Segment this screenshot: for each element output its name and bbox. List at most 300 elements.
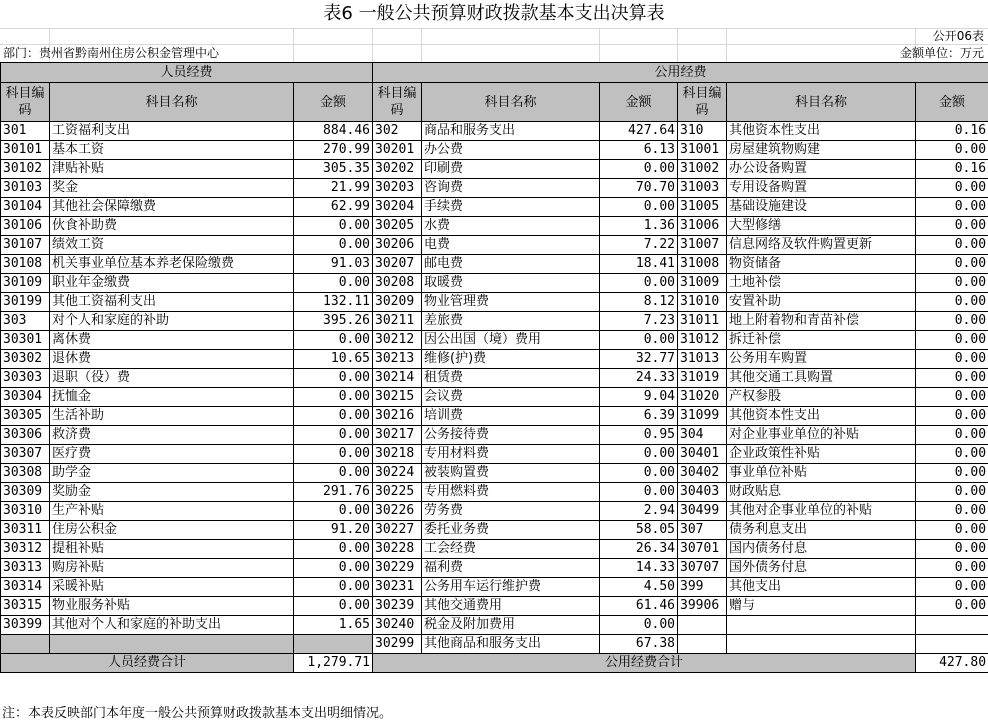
amount-value: 0.00	[916, 179, 988, 198]
report-title: 表6 一般公共预算财政拨款基本支出决算表	[323, 3, 665, 24]
table-row	[1, 426, 988, 445]
col-header-code: 科目编码	[678, 83, 727, 122]
subject-code: 30109	[1, 274, 50, 293]
subject-code: 31006	[678, 217, 727, 236]
subject-code: 302	[373, 122, 422, 141]
subject-name: 其他工资福利支出	[50, 293, 294, 312]
subject-name: 物业管理费	[422, 293, 600, 312]
subject-code: 30399	[1, 616, 50, 635]
amount-value: 67.38	[600, 635, 678, 654]
subject-code: 30401	[678, 445, 727, 464]
amount-value: 0.00	[294, 236, 373, 255]
amount-value: 0.00	[916, 198, 988, 217]
subject-code: 30108	[1, 255, 50, 274]
amount-value: 291.76	[294, 483, 373, 502]
subject-code: 30207	[373, 255, 422, 274]
subject-code: 304	[678, 426, 727, 445]
grid-line	[372, 28, 373, 62]
amount-value: 9.04	[600, 388, 678, 407]
amount-value: 0.00	[916, 483, 988, 502]
form-number: 公开06表	[932, 29, 984, 43]
subject-name: 租赁费	[422, 369, 600, 388]
subject-name: 办公费	[422, 141, 600, 160]
amount-value: 0.95	[600, 426, 678, 445]
subject-code: 30239	[373, 597, 422, 616]
amount-value: 0.16	[916, 160, 988, 179]
amount-value: 0.00	[916, 312, 988, 331]
table-row	[1, 274, 988, 293]
amount-value: 395.26	[294, 312, 373, 331]
amount-value: 0.00	[916, 540, 988, 559]
table-row	[1, 198, 988, 217]
table-row	[1, 521, 988, 540]
subject-code: 30309	[1, 483, 50, 502]
amount-value: 58.05	[600, 521, 678, 540]
subject-name: 公务用车购置	[727, 350, 916, 369]
subject-name: 国外债务付息	[727, 559, 916, 578]
section-header-row	[1, 63, 988, 83]
table-row	[1, 369, 988, 388]
personnel-section-header: 人员经费	[1, 63, 373, 83]
total-row	[1, 654, 988, 673]
table-row	[1, 141, 988, 160]
table-row	[1, 255, 988, 274]
amount-value: 0.00	[916, 350, 988, 369]
subject-code: 30301	[1, 331, 50, 350]
subject-code: 307	[678, 521, 727, 540]
footnote: 注：本表反映部门本年度一般公共预算财政拨款基本支出明细情况。	[2, 706, 393, 721]
amount-value: 305.35	[294, 160, 373, 179]
table-row	[1, 407, 988, 426]
subject-code: 30225	[373, 483, 422, 502]
subject-code: 30201	[373, 141, 422, 160]
subject-name: 物业服务补贴	[50, 597, 294, 616]
column-header-row	[1, 83, 988, 122]
grid-line	[421, 28, 422, 62]
grid-line	[726, 28, 727, 62]
subject-code: 30103	[1, 179, 50, 198]
subject-name: 购房补贴	[50, 559, 294, 578]
subject-code: 31009	[678, 274, 727, 293]
amount-value: 10.65	[294, 350, 373, 369]
subject-name: 其他商品和服务支出	[422, 635, 600, 654]
subject-name: 抚恤金	[50, 388, 294, 407]
public-total-label: 公用经费合计	[373, 654, 916, 673]
subject-code: 31099	[678, 407, 727, 426]
amount-value: 7.23	[600, 312, 678, 331]
amount-value: 427.64	[600, 122, 678, 141]
subject-code: 39906	[678, 597, 727, 616]
subject-name: 印刷费	[422, 160, 600, 179]
subject-name: 税金及附加费用	[422, 616, 600, 635]
subject-name: 救济费	[50, 426, 294, 445]
amount-value: 0.00	[916, 369, 988, 388]
table-row	[1, 293, 988, 312]
subject-code: 30240	[373, 616, 422, 635]
public-section-header: 公用经费	[373, 63, 988, 83]
subject-code: 30403	[678, 483, 727, 502]
amount-value: 0.00	[600, 483, 678, 502]
subject-name: 地上附着物和青苗补偿	[727, 312, 916, 331]
subject-name: 其他交通费用	[422, 597, 600, 616]
subject-code: 399	[678, 578, 727, 597]
subject-name: 大型修缮	[727, 217, 916, 236]
amount-value: 0.00	[600, 160, 678, 179]
table-row	[1, 350, 988, 369]
col-header-code: 科目编码	[373, 83, 422, 122]
subject-name: 咨询费	[422, 179, 600, 198]
subject-code: 31012	[678, 331, 727, 350]
table-row	[1, 616, 988, 635]
grid-line	[599, 28, 600, 62]
amount-value: 884.46	[294, 122, 373, 141]
subject-code: 31003	[678, 179, 727, 198]
amount-value: 0.00	[916, 559, 988, 578]
subject-code: 31011	[678, 312, 727, 331]
col-header-amount: 金额	[916, 83, 988, 122]
col-header-name: 科目名称	[422, 83, 600, 122]
subject-code: 30228	[373, 540, 422, 559]
subject-name: 对个人和家庭的补助	[50, 312, 294, 331]
subject-code: 30218	[373, 445, 422, 464]
table-row	[1, 388, 988, 407]
subject-code: 30208	[373, 274, 422, 293]
subject-code: 30203	[373, 179, 422, 198]
subject-code: 30217	[373, 426, 422, 445]
subject-name: 企业政策性补贴	[727, 445, 916, 464]
empty-cell	[727, 635, 916, 654]
table-row	[1, 578, 988, 597]
subject-code: 310	[678, 122, 727, 141]
subject-name: 奖励金	[50, 483, 294, 502]
table-row	[1, 312, 988, 331]
subject-name: 赠与	[727, 597, 916, 616]
subject-name: 水费	[422, 217, 600, 236]
subject-code: 30102	[1, 160, 50, 179]
amount-value: 26.34	[600, 540, 678, 559]
amount-value: 0.00	[916, 521, 988, 540]
subject-name: 其他支出	[727, 578, 916, 597]
subject-name: 债务利息支出	[727, 521, 916, 540]
amount-value: 6.39	[600, 407, 678, 426]
subject-name: 工资福利支出	[50, 122, 294, 141]
subject-name: 其他社会保障缴费	[50, 198, 294, 217]
amount-value: 0.00	[600, 445, 678, 464]
amount-value: 0.00	[916, 217, 988, 236]
empty-cell	[727, 616, 916, 635]
subject-code: 30215	[373, 388, 422, 407]
personnel-total-amount: 1,279.71	[294, 654, 373, 673]
subject-code: 30315	[1, 597, 50, 616]
subject-name: 专用材料费	[422, 445, 600, 464]
amount-value: 0.00	[294, 388, 373, 407]
subject-code: 30199	[1, 293, 50, 312]
subject-code: 30216	[373, 407, 422, 426]
amount-value: 270.99	[294, 141, 373, 160]
subject-name: 专用燃料费	[422, 483, 600, 502]
subject-code: 30302	[1, 350, 50, 369]
subject-name: 办公设备购置	[727, 160, 916, 179]
subject-code: 30499	[678, 502, 727, 521]
subject-name: 产权参股	[727, 388, 916, 407]
subject-code: 30202	[373, 160, 422, 179]
grid-line	[677, 28, 678, 62]
empty-cell	[678, 616, 727, 635]
amount-value: 6.13	[600, 141, 678, 160]
subject-name: 商品和服务支出	[422, 122, 600, 141]
table-row	[1, 502, 988, 521]
subject-name: 财政贴息	[727, 483, 916, 502]
subject-name: 生产补贴	[50, 502, 294, 521]
grid-line	[0, 28, 988, 29]
public-total-amount: 427.80	[916, 654, 988, 673]
amount-value: 0.00	[294, 464, 373, 483]
amount-value: 0.00	[600, 198, 678, 217]
subject-code: 30304	[1, 388, 50, 407]
subject-name: 福利费	[422, 559, 600, 578]
subject-name: 邮电费	[422, 255, 600, 274]
empty-cell	[1, 635, 50, 654]
subject-code: 30308	[1, 464, 50, 483]
col-header-code: 科目编码	[1, 83, 50, 122]
subject-code: 30314	[1, 578, 50, 597]
subject-code: 30707	[678, 559, 727, 578]
subject-name: 拆迁补偿	[727, 331, 916, 350]
amount-value: 7.22	[600, 236, 678, 255]
personnel-total-label: 人员经费合计	[1, 654, 294, 673]
amount-value: 0.00	[916, 255, 988, 274]
amount-value: 0.00	[916, 293, 988, 312]
subject-name: 其他交通工具购置	[727, 369, 916, 388]
subject-name: 安置补助	[727, 293, 916, 312]
subject-name: 提租补贴	[50, 540, 294, 559]
subject-name: 工会经费	[422, 540, 600, 559]
subject-name: 因公出国（境）费用	[422, 331, 600, 350]
subject-code: 30310	[1, 502, 50, 521]
subject-code: 30303	[1, 369, 50, 388]
subject-name: 基本工资	[50, 141, 294, 160]
amount-value: 0.00	[600, 616, 678, 635]
empty-cell	[50, 635, 294, 654]
subject-code: 30205	[373, 217, 422, 236]
subject-name: 信息网络及软件购置更新	[727, 236, 916, 255]
amount-value: 62.99	[294, 198, 373, 217]
subject-code: 31019	[678, 369, 727, 388]
subject-code: 31020	[678, 388, 727, 407]
table-row	[1, 540, 988, 559]
subject-name: 国内债务付息	[727, 540, 916, 559]
subject-code: 31013	[678, 350, 727, 369]
amount-value: 70.70	[600, 179, 678, 198]
subject-code: 30214	[373, 369, 422, 388]
subject-code: 30305	[1, 407, 50, 426]
subject-code: 31010	[678, 293, 727, 312]
amount-value: 24.33	[600, 369, 678, 388]
subject-name: 津贴补贴	[50, 160, 294, 179]
subject-name: 退职（役）费	[50, 369, 294, 388]
amount-value: 4.50	[600, 578, 678, 597]
subject-code: 30226	[373, 502, 422, 521]
subject-code: 30229	[373, 559, 422, 578]
subject-name: 助学金	[50, 464, 294, 483]
subject-code: 31002	[678, 160, 727, 179]
subject-name: 培训费	[422, 407, 600, 426]
subject-name: 电费	[422, 236, 600, 255]
amount-value: 0.00	[294, 407, 373, 426]
amount-value: 0.00	[916, 464, 988, 483]
amount-value: 0.00	[294, 369, 373, 388]
amount-value: 0.00	[294, 540, 373, 559]
amount-value: 0.00	[600, 274, 678, 293]
subject-code: 31001	[678, 141, 727, 160]
amount-value: 0.00	[916, 445, 988, 464]
amount-value: 0.00	[916, 597, 988, 616]
subject-code: 30101	[1, 141, 50, 160]
table-row	[1, 331, 988, 350]
table-row	[1, 597, 988, 616]
subject-code: 30224	[373, 464, 422, 483]
subject-code: 30307	[1, 445, 50, 464]
subject-name: 被装购置费	[422, 464, 600, 483]
table-row	[1, 179, 988, 198]
amount-value: 21.99	[294, 179, 373, 198]
subject-name: 委托业务费	[422, 521, 600, 540]
subject-name: 公务用车运行维护费	[422, 578, 600, 597]
amount-value: 1.36	[600, 217, 678, 236]
amount-value: 0.00	[294, 578, 373, 597]
amount-value: 0.00	[294, 502, 373, 521]
grid-line	[293, 28, 294, 62]
amount-value: 0.00	[294, 274, 373, 293]
amount-unit: 金额单位：万元	[899, 46, 984, 60]
subject-code: 30107	[1, 236, 50, 255]
amount-value: 91.03	[294, 255, 373, 274]
amount-value: 8.12	[600, 293, 678, 312]
amount-value: 0.00	[916, 141, 988, 160]
amount-value: 0.00	[916, 274, 988, 293]
subject-code: 301	[1, 122, 50, 141]
subject-name: 物资储备	[727, 255, 916, 274]
expenditure-table	[0, 62, 988, 673]
amount-value: 0.00	[916, 502, 988, 521]
subject-name: 土地补偿	[727, 274, 916, 293]
subject-name: 医疗费	[50, 445, 294, 464]
subject-name: 房屋建筑物购建	[727, 141, 916, 160]
subject-name: 其他资本性支出	[727, 122, 916, 141]
subject-name: 绩效工资	[50, 236, 294, 255]
subject-name: 劳务费	[422, 502, 600, 521]
amount-value: 0.00	[294, 559, 373, 578]
subject-name: 其他对企事业单位的补贴	[727, 502, 916, 521]
subject-code: 30299	[373, 635, 422, 654]
amount-value: 14.33	[600, 559, 678, 578]
amount-value: 0.00	[294, 331, 373, 350]
empty-cell	[916, 616, 988, 635]
subject-code: 31008	[678, 255, 727, 274]
table-row	[1, 464, 988, 483]
amount-value: 0.00	[916, 388, 988, 407]
subject-code: 30204	[373, 198, 422, 217]
subject-name: 维修(护)费	[422, 350, 600, 369]
table-row	[1, 160, 988, 179]
col-header-amount: 金额	[600, 83, 678, 122]
subject-name: 采暖补贴	[50, 578, 294, 597]
amount-value: 18.41	[600, 255, 678, 274]
amount-value: 61.46	[600, 597, 678, 616]
subject-name: 奖金	[50, 179, 294, 198]
subject-code: 31007	[678, 236, 727, 255]
empty-cell	[678, 635, 727, 654]
amount-value: 0.00	[294, 597, 373, 616]
subject-name: 事业单位补贴	[727, 464, 916, 483]
subject-code: 30213	[373, 350, 422, 369]
amount-value: 0.00	[916, 407, 988, 426]
amount-value: 132.11	[294, 293, 373, 312]
subject-name: 伙食补助费	[50, 217, 294, 236]
amount-value: 32.77	[600, 350, 678, 369]
amount-value: 0.00	[916, 331, 988, 350]
table-row	[1, 635, 988, 654]
col-header-name: 科目名称	[50, 83, 294, 122]
subject-code: 30402	[678, 464, 727, 483]
subject-name: 生活补助	[50, 407, 294, 426]
amount-value: 0.00	[916, 578, 988, 597]
amount-value: 0.00	[294, 217, 373, 236]
col-header-name: 科目名称	[727, 83, 916, 122]
subject-code: 30312	[1, 540, 50, 559]
subject-code: 30212	[373, 331, 422, 350]
subject-name: 机关事业单位基本养老保险缴费	[50, 255, 294, 274]
subject-name: 其他对个人和家庭的补助支出	[50, 616, 294, 635]
amount-value: 91.20	[294, 521, 373, 540]
subject-code: 30211	[373, 312, 422, 331]
subject-name: 手续费	[422, 198, 600, 217]
amount-value: 0.00	[916, 236, 988, 255]
table-row	[1, 122, 988, 141]
subject-code: 30206	[373, 236, 422, 255]
subject-code: 30104	[1, 198, 50, 217]
amount-value: 0.00	[294, 445, 373, 464]
subject-code: 30209	[373, 293, 422, 312]
amount-value: 2.94	[600, 502, 678, 521]
table-row	[1, 445, 988, 464]
subject-code: 30106	[1, 217, 50, 236]
subject-code: 30227	[373, 521, 422, 540]
subject-name: 离休费	[50, 331, 294, 350]
subject-code: 30313	[1, 559, 50, 578]
amount-value: 0.00	[600, 464, 678, 483]
subject-name: 公务接待费	[422, 426, 600, 445]
subject-code: 30306	[1, 426, 50, 445]
subject-code: 303	[1, 312, 50, 331]
table-row	[1, 483, 988, 502]
subject-name: 差旅费	[422, 312, 600, 331]
amount-value: 0.00	[294, 426, 373, 445]
subject-name: 退休费	[50, 350, 294, 369]
amount-value: 0.00	[916, 426, 988, 445]
col-header-amount: 金额	[294, 83, 373, 122]
empty-cell	[916, 635, 988, 654]
subject-name: 住房公积金	[50, 521, 294, 540]
table-row	[1, 559, 988, 578]
subject-code: 31005	[678, 198, 727, 217]
subject-name: 对企业事业单位的补贴	[727, 426, 916, 445]
subject-name: 专用设备购置	[727, 179, 916, 198]
subject-name: 职业年金缴费	[50, 274, 294, 293]
subject-name: 其他资本性支出	[727, 407, 916, 426]
subject-code: 30311	[1, 521, 50, 540]
subject-code: 30701	[678, 540, 727, 559]
